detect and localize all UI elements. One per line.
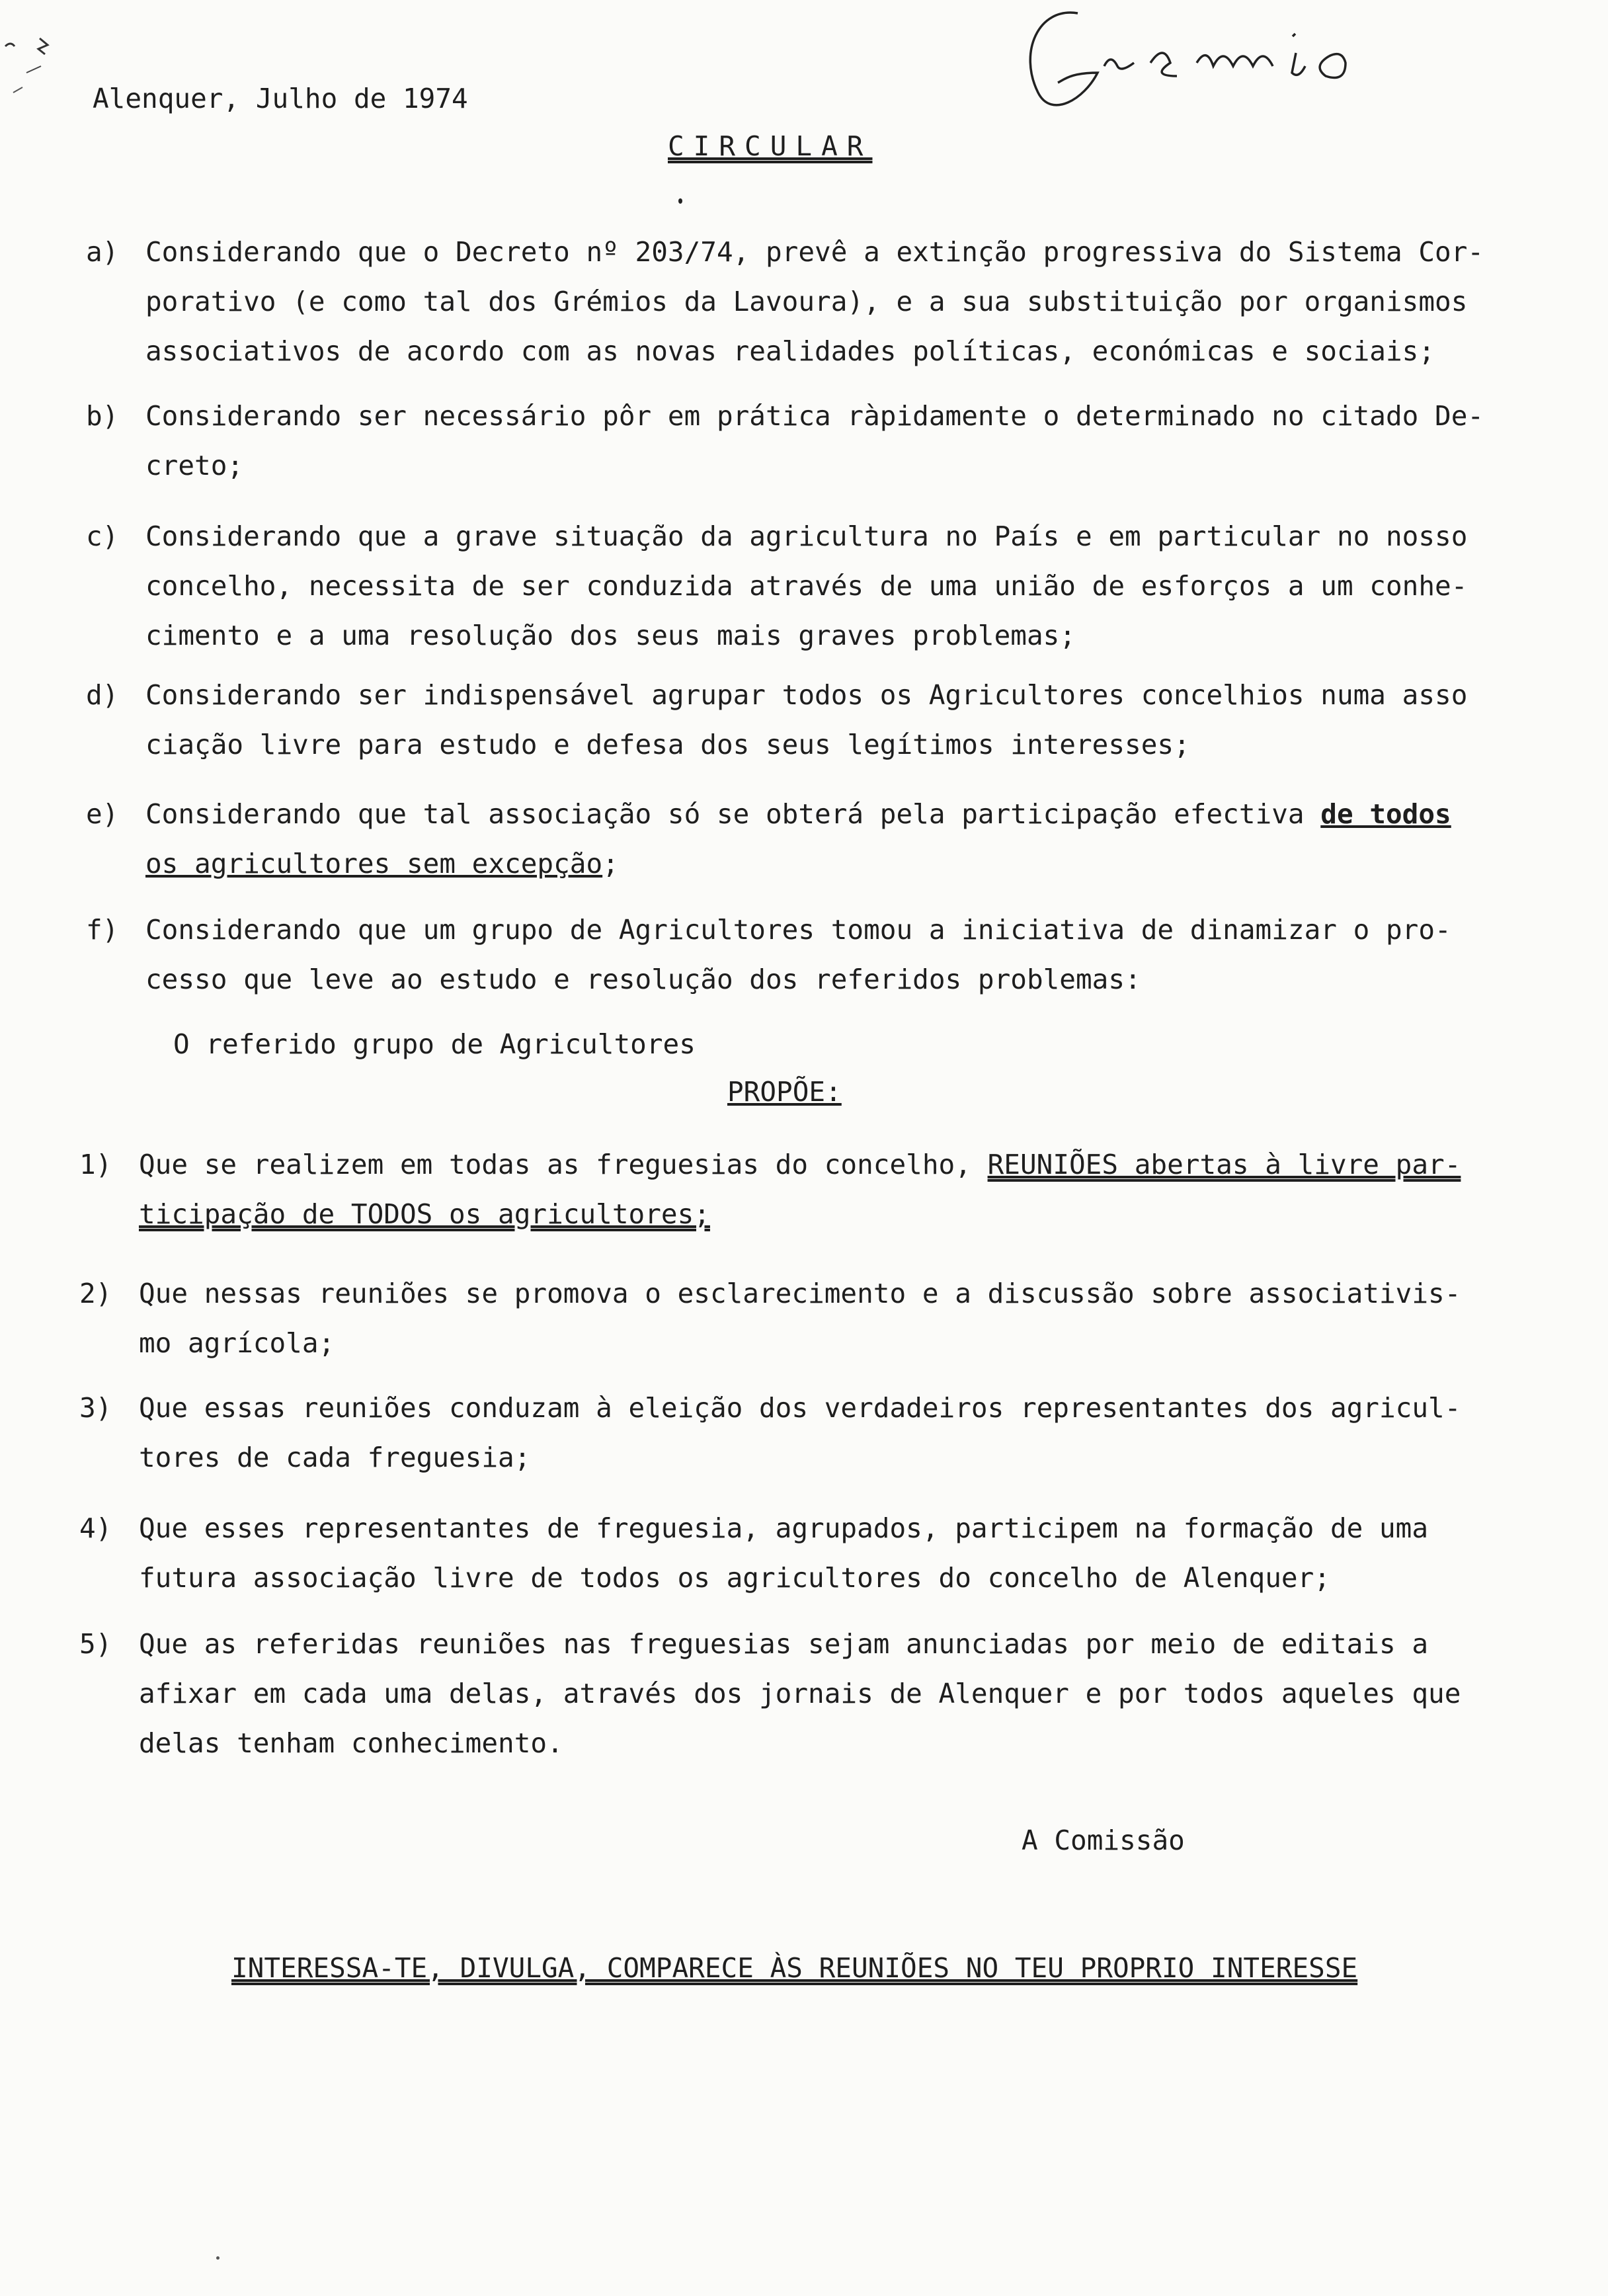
signature: A Comissão [1022,1824,1185,1856]
proposal-label: 2) [79,1278,112,1309]
consideration-line: creto; [145,450,244,481]
consideration-line: porativo (e como tal dos Grémios da Lavoura), e a sua substituição por organismos [145,286,1468,317]
consideration-line [145,843,619,884]
consideration-text: Considerando que tal associação só se obterá pela participação efectiva [145,798,1321,830]
proposes-heading: PROPÕE: [727,1076,842,1108]
consideration-line: Considerando ser necessário pôr em prática ràpidamente o determinado no citado De- [145,400,1484,432]
consideration-line [145,794,1451,835]
consideration-label: e) [86,798,119,830]
proposal-line: afixar em cada uma delas, através dos jornais de Alenquer e por todos aqueles que [139,1678,1461,1709]
proposal-label: 1) [79,1149,112,1180]
emphasized-text: ticipação de TODOS os agricultores; [139,1198,710,1230]
proposal-line: Que esses representantes de freguesia, agrupados, participem na formação de uma [139,1512,1429,1544]
proposal-line: tores de cada freguesia; [139,1442,531,1473]
handwritten-note-gremio [998,0,1461,126]
proposal-line: delas tenham conhecimento. [139,1727,563,1759]
proposal-line: futura associação livre de todos os agricultores do concelho de Alenquer; [139,1562,1330,1594]
proposal-label: 5) [79,1628,112,1660]
intro-text: O referido grupo de Agricultores [173,1028,696,1060]
proposal-label: 4) [79,1512,112,1544]
place-date: Alenquer, Julho de 1974 [93,83,468,114]
document-title: CIRCULAR [668,130,873,162]
consideration-label: c) [86,520,119,552]
proposal-text: Que se realizem em todas as freguesias do concelho, [139,1149,988,1180]
proposal-line [139,1144,1461,1185]
consideration-line: Considerando ser indispensável agrupar todos os Agricultores concelhios numa asso [145,679,1468,711]
consideration-line: associativos de acordo com as novas realidades políticas, económicas e sociais; [145,335,1435,367]
consideration-line: Considerando que o Decreto nº 203/74, prevê a extinção progressiva do Sistema Cor- [145,236,1484,268]
emphasized-text: REUNIÕES abertas à livre par- [987,1149,1461,1180]
emphasized-text: os agricultores sem excepção [145,848,603,880]
slogan: INTERESSA-TE, DIVULGA, COMPARECE ÀS REUNIÕES NO TEU PROPRIO INTERESSE [231,1952,1358,1984]
consideration-line: concelho, necessita de ser conduzida através de uma união de esforços a um conhe- [145,570,1468,602]
consideration-label: f) [86,914,119,946]
proposal-line: Que essas reuniões conduzam à eleição dos verdadeiros representantes dos agricul- [139,1392,1461,1424]
consideration-line: Considerando que a grave situação da agricultura no País e em particular no nosso [145,520,1468,552]
proposal-line: Que as referidas reuniões nas freguesias sejam anunciadas por meio de editais a [139,1628,1429,1660]
consideration-line: cesso que leve ao estudo e resolução dos referidos problemas: [145,964,1141,995]
consideration-label: d) [86,679,119,711]
proposal-line [139,1194,710,1235]
consideration-text: ; [602,848,619,880]
consideration-line: Considerando que um grupo de Agricultores tomou a iniciativa de dinamizar o pro- [145,914,1451,946]
proposal-line: Que nessas reuniões se promova o esclarecimento e a discussão sobre associativis- [139,1278,1461,1309]
margin-pencil-marks [0,26,79,106]
ink-dot [216,2256,220,2260]
consideration-label: b) [86,400,119,432]
consideration-line: cimento e a uma resolução dos seus mais graves problemas; [145,620,1076,651]
proposal-line: mo agrícola; [139,1327,335,1359]
consideration-label: a) [86,236,119,268]
emphasized-text: de todos [1320,798,1451,830]
consideration-line: ciação livre para estudo e defesa dos seus legítimos interesses; [145,729,1190,760]
ink-dot [678,198,682,204]
proposal-label: 3) [79,1392,112,1424]
